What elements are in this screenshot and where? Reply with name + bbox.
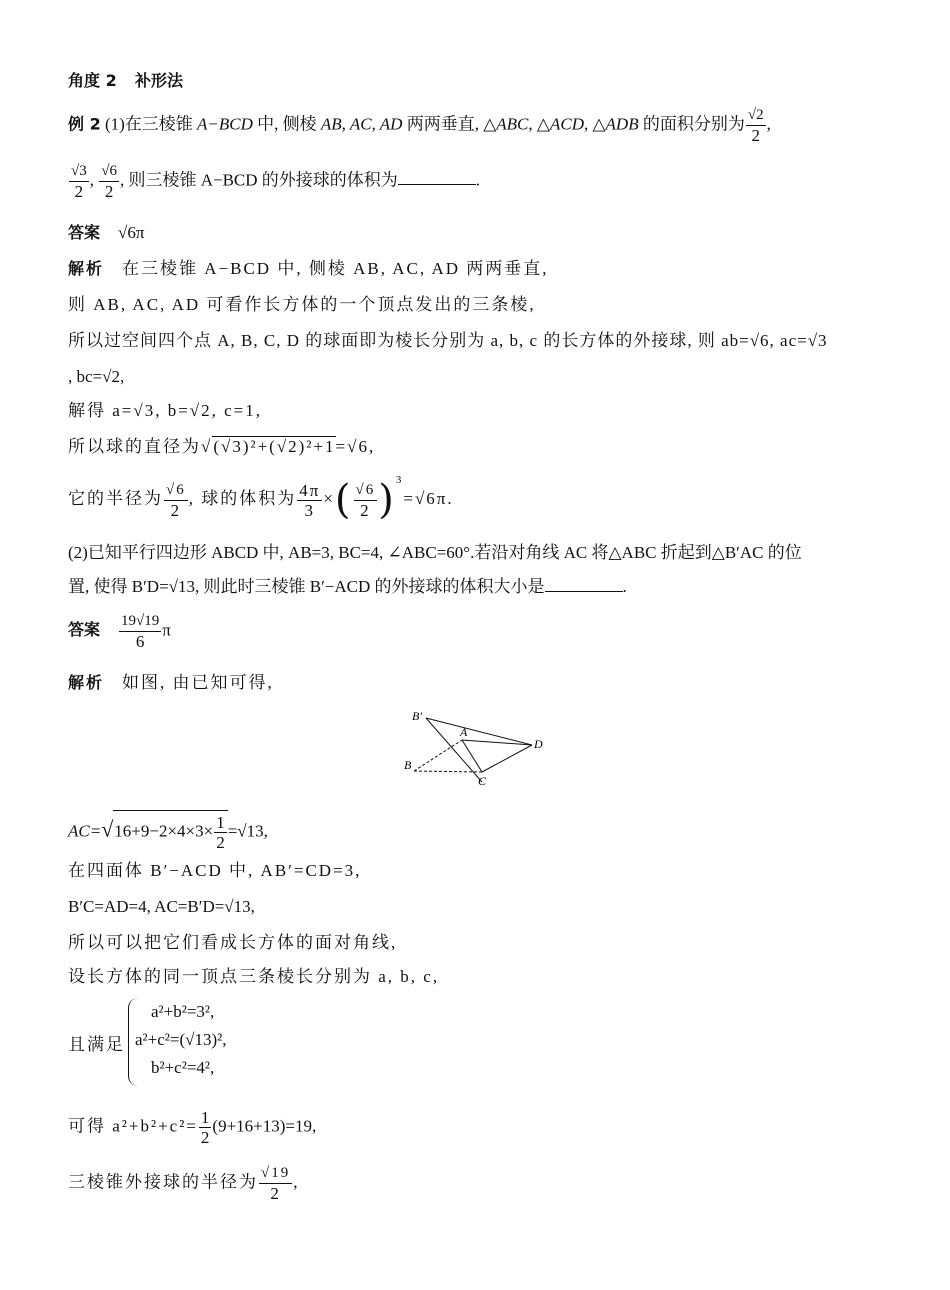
- frac-den: 2: [170, 500, 182, 520]
- radius-fraction: [259, 1164, 292, 1203]
- ex1-solution-line2: 则 AB, AC, AD 可看作长方体的一个顶点发出的三条棱,: [68, 295, 536, 314]
- solution-text: =√6,: [335, 437, 376, 456]
- ex2-question-line2: 置, 使得 B′D=√13, 则此时三棱锥 B′−ACD 的外接球的体积大小是 .: [68, 577, 627, 596]
- cube-fraction: [354, 481, 378, 520]
- solution-label: 解析: [68, 259, 105, 278]
- solution-text: 它的半径为: [68, 488, 163, 508]
- answer-label: 答案: [68, 223, 101, 242]
- edge-a-c: [462, 740, 482, 772]
- equation-3: b²+c²=4²,: [151, 1058, 215, 1077]
- solution-text: , 球的体积为: [188, 488, 297, 508]
- frac-num: √2: [746, 106, 766, 126]
- solution-text: 在三棱锥 A−BCD 中, 侧棱 AB, AC, AD 两两垂直,: [122, 259, 549, 278]
- example-label: 例 2: [68, 114, 101, 134]
- solution-text: =√6π.: [403, 488, 454, 508]
- solution-text: 如图, 由已知可得,: [122, 673, 274, 692]
- area1-fraction: [746, 106, 766, 145]
- answer-blank: [398, 170, 476, 185]
- solution-text: 三棱锥外接球的半径为: [68, 1172, 258, 1192]
- ex1-volume-line: 它的半径为 $\frac{√6}{2}$ , 球的体积为 $\frac{4\pi}{3}$ ×( $\frac{√6}{2}$ )$^3$=√6π.: [68, 474, 454, 523]
- ex1-answer: [68, 222, 144, 244]
- radius-fraction: [164, 481, 188, 520]
- solution-text: 所以球的直径为: [68, 437, 201, 456]
- q-tri: ACD: [549, 114, 584, 134]
- area3-fraction: [99, 162, 119, 201]
- ex1-solution-line1: [68, 258, 549, 280]
- frac-den: 3: [304, 500, 316, 520]
- heading-text: 补形法: [134, 71, 183, 90]
- times-sign: ×: [323, 488, 335, 508]
- solution-label: 解析: [68, 673, 105, 692]
- ex2-condition-label: 且满足: [68, 1035, 125, 1054]
- ex2-solution-line3: 所以可以把它们看成长方体的面对角线,: [68, 933, 398, 952]
- frac-num: 1: [200, 1108, 210, 1127]
- answer-pi: π: [162, 620, 171, 640]
- q-text: (1)在三棱锥: [104, 114, 198, 134]
- solution-text: (9+16+13)=19,: [212, 1116, 317, 1136]
- frac-den: 2: [216, 833, 225, 852]
- frac-num: √3: [69, 162, 89, 182]
- label-b: B: [404, 758, 412, 772]
- frac-num: √6: [354, 481, 378, 501]
- answer-label: 答案: [68, 620, 101, 640]
- q-tri: ABC: [496, 114, 529, 134]
- frac-den: 2: [200, 1128, 210, 1147]
- frac-num: √6: [99, 162, 119, 182]
- solution-text: 可得 a²+b²+c²=: [68, 1116, 198, 1136]
- edge-b-a: [414, 740, 462, 771]
- sqrt-expr: (√3)²+(√2)²+1: [213, 437, 336, 456]
- section-heading: [68, 70, 183, 92]
- answer-blank: [545, 577, 623, 592]
- frac-den: 2: [751, 126, 760, 145]
- label-c: C: [478, 774, 487, 788]
- volume-coef-fraction: [297, 481, 322, 520]
- ex1-solution-line5: 解得 a=√3, b=√2, c=1,: [68, 401, 263, 420]
- ex2-solution-line0: [68, 672, 274, 694]
- ex2-radius-line: [68, 1164, 299, 1203]
- solution-text: ,: [293, 1172, 300, 1192]
- q-tetra: A−BCD: [197, 114, 253, 134]
- ex1-diameter-line: 所以球的直径为√(√3)²+(√2)²+1=√6,: [68, 437, 376, 456]
- heading-label: 角度 2: [68, 71, 117, 90]
- q-edges: AB, AC, AD: [320, 114, 403, 134]
- q-tri: ADB: [605, 114, 639, 134]
- label-a: A: [460, 725, 468, 739]
- frac-num: √19: [259, 1164, 292, 1184]
- q-text: 的面积分别为: [638, 114, 745, 134]
- frac-den: 6: [135, 632, 145, 651]
- frac-num: 4π: [299, 480, 321, 500]
- label-b1: B′: [412, 709, 422, 723]
- edge-c-d: [482, 745, 532, 772]
- equation-2: a²+c²=(√13)²,: [135, 1030, 227, 1049]
- answer-fraction: [119, 612, 161, 651]
- label-d: D: [534, 737, 543, 751]
- sqrt-expr: 16+9−2×4×3×: [114, 821, 214, 841]
- ex2-question-line1: (2)已知平行四边形 ABCD 中, AB=3, BC=4, ∠ABC=60°.若沿对角线 AC 将△ABC 折起到△B′AC 的位: [68, 543, 802, 562]
- q-text: 置, 使得 B′D=√13, 则此时三棱锥 B′−ACD 的外接球的体积大小是: [68, 577, 545, 596]
- ex2-solution-line4: 设长方体的同一顶点三条棱长分别为 a, b, c,: [68, 967, 440, 986]
- frac-num: 19√19: [119, 612, 161, 632]
- ex2-solution-line2: B′C=AD=4, AC=B′D=√13,: [68, 897, 255, 916]
- tetrahedron-figure: [398, 704, 558, 794]
- edge-b-c: [414, 771, 482, 772]
- ac-label: AC=: [68, 821, 102, 841]
- frac-den: 2: [360, 500, 371, 520]
- ex2-answer: [68, 612, 171, 651]
- ex2-sum-line: [68, 1108, 316, 1147]
- ex1-solution-line3: 所以过空间四个点 A, B, C, D 的球面即为棱长分别为 a, b, c 的长方体的外接球, 则 ab=√6, ac=√3: [68, 331, 828, 350]
- ex1-solution-line4: , bc=√2,: [68, 367, 125, 386]
- frac-den: 2: [74, 182, 84, 201]
- frac-den: 2: [104, 182, 114, 201]
- ex1-question-line1: 例 2 (1)在三棱锥 A−BCD 中, 侧棱 AB, AC, AD 两两垂直, △ABC, △ACD, △ADB 的面积分别为 $\frac{√2}{2}$ ,: [68, 107, 771, 145]
- equation-1: a²+b²=3²,: [151, 1002, 215, 1021]
- edge-b1-c: [426, 718, 482, 782]
- area2-fraction: [69, 162, 89, 201]
- half-fraction: [214, 813, 227, 852]
- frac-num: 1: [216, 813, 225, 832]
- sum-fraction: [199, 1108, 212, 1147]
- q-text: 两两垂直, △: [402, 114, 497, 134]
- solution-text: =√13,: [227, 821, 268, 841]
- answer-value: √6π: [118, 223, 145, 242]
- q-text: , 则三棱锥 A−BCD 的外接球的体积为: [119, 170, 398, 190]
- ex1-question-line2: $\frac{√3}{2}$ , $\frac{√6}{2}$ , 则三棱锥 A−BCD 的外接球的体积为 .: [71, 163, 481, 201]
- ex2-ac-line: AC=√16+9−2×4×3× $\frac{1}{2}$ =√13,: [68, 810, 268, 852]
- frac-den: 2: [270, 1184, 281, 1203]
- equation-system: [128, 998, 226, 1086]
- q-text: 中, 侧棱: [252, 114, 321, 134]
- frac-num: √6: [164, 481, 188, 501]
- ex2-solution-line1: 在四面体 B′−ACD 中, AB′=CD=3,: [68, 861, 362, 880]
